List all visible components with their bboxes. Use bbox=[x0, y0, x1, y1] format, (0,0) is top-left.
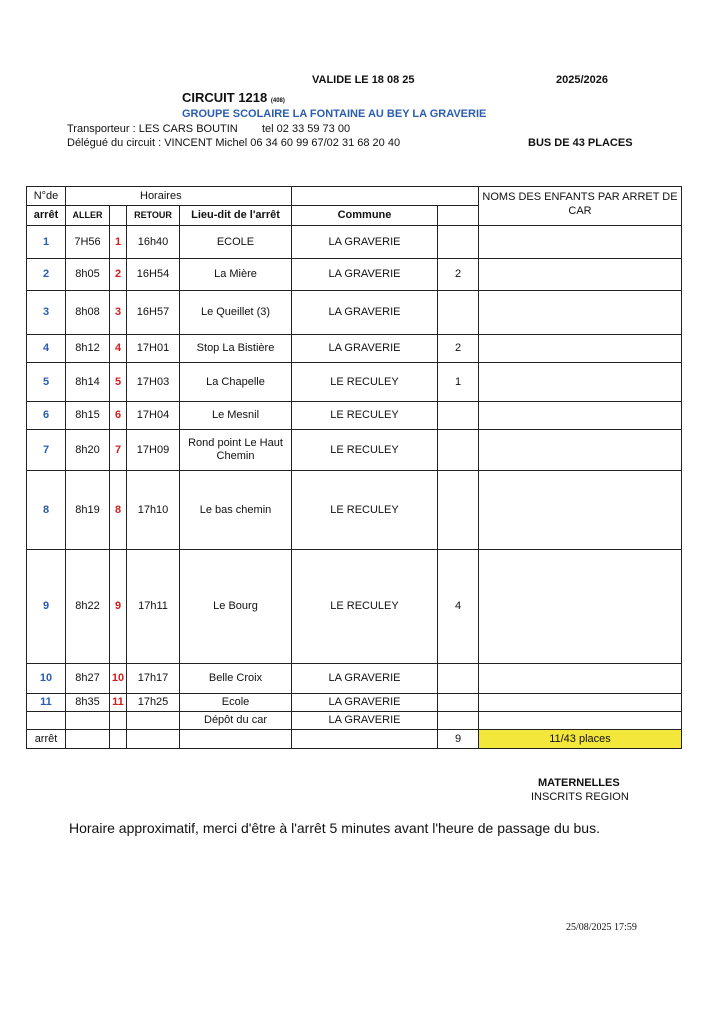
stop-place: Belle Croix bbox=[180, 664, 292, 694]
stop-number: 2 bbox=[27, 259, 66, 291]
header-arret: arrêt bbox=[27, 206, 66, 226]
time-retour: 16H57 bbox=[127, 291, 180, 335]
children-names bbox=[479, 402, 682, 430]
children-names bbox=[479, 550, 682, 664]
bus-capacity: BUS DE 43 PLACES bbox=[528, 137, 633, 149]
children-names bbox=[479, 471, 682, 550]
time-aller: 8h22 bbox=[66, 550, 110, 664]
return-number: 1 bbox=[110, 226, 127, 259]
time-retour: 17h17 bbox=[127, 664, 180, 694]
stop-commune: LE RECULEY bbox=[292, 550, 438, 664]
school-group: GROUPE SCOLAIRE LA FONTAINE AU BEY LA GRAVERIE bbox=[182, 108, 487, 120]
stop-commune: LA GRAVERIE bbox=[292, 226, 438, 259]
time-aller: 8h05 bbox=[66, 259, 110, 291]
table-row bbox=[27, 291, 682, 335]
child-count bbox=[438, 430, 479, 471]
time-retour: 17h10 bbox=[127, 471, 180, 550]
time-aller: 8h12 bbox=[66, 335, 110, 363]
stop-number: 1 bbox=[27, 226, 66, 259]
stop-commune: LE RECULEY bbox=[292, 471, 438, 550]
child-count bbox=[438, 664, 479, 694]
delegate: Délégué du circuit : VINCENT Michel 06 34 60 99 67/02 31 68 20 40 bbox=[67, 137, 401, 149]
time-retour: 16h40 bbox=[127, 226, 180, 259]
stop-commune: LA GRAVERIE bbox=[292, 335, 438, 363]
stop-place: Le Bourg bbox=[180, 550, 292, 664]
stop-commune: LA GRAVERIE bbox=[292, 291, 438, 335]
header-aller: ALLER bbox=[66, 206, 110, 226]
inscrits-label: INSCRITS REGION bbox=[531, 791, 629, 803]
school-year: 2025/2026 bbox=[556, 74, 608, 86]
return-number: 10 bbox=[110, 664, 127, 694]
validity-date: VALIDE LE 18 08 25 bbox=[312, 74, 415, 86]
child-count: 1 bbox=[438, 363, 479, 402]
children-names bbox=[479, 430, 682, 471]
stop-commune: LA GRAVERIE bbox=[292, 694, 438, 712]
time-retour: 17h25 bbox=[127, 694, 180, 712]
time-aller: 8h27 bbox=[66, 664, 110, 694]
table-row bbox=[27, 694, 682, 712]
time-aller: 7H56 bbox=[66, 226, 110, 259]
stop-commune: LA GRAVERIE bbox=[292, 259, 438, 291]
child-count: 4 bbox=[438, 550, 479, 664]
stop-number: 8 bbox=[27, 471, 66, 550]
stop-place: Ecole bbox=[180, 694, 292, 712]
return-number: 11 bbox=[110, 694, 127, 712]
table-row bbox=[27, 430, 682, 471]
children-names bbox=[479, 694, 682, 712]
circuit-title bbox=[182, 90, 285, 105]
child-count: 2 bbox=[438, 335, 479, 363]
table-row bbox=[27, 550, 682, 664]
stop-place: Le bas chemin bbox=[180, 471, 292, 550]
total-label: arrêt bbox=[27, 730, 66, 749]
return-number: 4 bbox=[110, 335, 127, 363]
children-names bbox=[479, 664, 682, 694]
return-number: 9 bbox=[110, 550, 127, 664]
circuit-number: CIRCUIT 1218 bbox=[182, 90, 268, 105]
stop-place: Le Queillet (3) bbox=[180, 291, 292, 335]
stop-number: 6 bbox=[27, 402, 66, 430]
transporter: Transporteur : LES CARS BOUTIN bbox=[67, 123, 238, 135]
child-count bbox=[438, 694, 479, 712]
children-names bbox=[479, 259, 682, 291]
header-retour: RETOUR bbox=[127, 206, 180, 226]
time-aller: 8h35 bbox=[66, 694, 110, 712]
transporter-phone: tel 02 33 59 73 00 bbox=[262, 123, 351, 135]
table-row bbox=[27, 402, 682, 430]
return-number: 7 bbox=[110, 430, 127, 471]
stop-place: ECOLE bbox=[180, 226, 292, 259]
children-names bbox=[479, 335, 682, 363]
table-row bbox=[27, 335, 682, 363]
header-horaires: Horaires bbox=[66, 187, 292, 206]
return-number: 6 bbox=[110, 402, 127, 430]
maternelles-label: MATERNELLES bbox=[538, 777, 620, 789]
time-retour: 17H09 bbox=[127, 430, 180, 471]
children-names bbox=[479, 291, 682, 335]
circuit-sub: (408) bbox=[270, 98, 285, 104]
stop-number: 10 bbox=[27, 664, 66, 694]
stop-place: Rond point Le Haut Chemin bbox=[180, 430, 292, 471]
stop-place: La Chapelle bbox=[180, 363, 292, 402]
table-row bbox=[27, 471, 682, 550]
schedule-note: Horaire approximatif, merci d'être à l'arrêt 5 minutes avant l'heure de passage du bus. bbox=[69, 820, 600, 836]
child-count bbox=[438, 471, 479, 550]
child-count bbox=[438, 226, 479, 259]
stop-commune: LA GRAVERIE bbox=[292, 664, 438, 694]
depot-commune: LA GRAVERIE bbox=[292, 712, 438, 730]
header-noms: NOMS DES ENFANTS PAR ARRET DE CAR bbox=[479, 187, 682, 226]
time-retour: 17H03 bbox=[127, 363, 180, 402]
stop-commune: LE RECULEY bbox=[292, 430, 438, 471]
table-row bbox=[27, 226, 682, 259]
time-retour: 17H01 bbox=[127, 335, 180, 363]
children-names bbox=[479, 226, 682, 259]
stop-commune: LE RECULEY bbox=[292, 363, 438, 402]
stop-place: Stop La Bistière bbox=[180, 335, 292, 363]
stop-number: 9 bbox=[27, 550, 66, 664]
stop-number: 3 bbox=[27, 291, 66, 335]
time-aller: 8h08 bbox=[66, 291, 110, 335]
stop-commune: LE RECULEY bbox=[292, 402, 438, 430]
total-count: 9 bbox=[438, 730, 479, 749]
table-row bbox=[27, 664, 682, 694]
stop-place: La Mière bbox=[180, 259, 292, 291]
child-count bbox=[438, 402, 479, 430]
stop-number: 11 bbox=[27, 694, 66, 712]
print-timestamp: 25/08/2025 17:59 bbox=[566, 922, 637, 933]
stop-place: Le Mesnil bbox=[180, 402, 292, 430]
time-retour: 16H54 bbox=[127, 259, 180, 291]
header-num: N°de bbox=[27, 187, 66, 206]
return-number: 3 bbox=[110, 291, 127, 335]
time-retour: 17h11 bbox=[127, 550, 180, 664]
header-blank bbox=[292, 187, 479, 206]
places-badge: 11/43 places bbox=[479, 730, 682, 749]
time-aller: 8h20 bbox=[66, 430, 110, 471]
table-row bbox=[27, 363, 682, 402]
child-count bbox=[438, 291, 479, 335]
header-commune: Commune bbox=[292, 206, 438, 226]
schedule-table bbox=[26, 186, 682, 749]
time-aller: 8h19 bbox=[66, 471, 110, 550]
header-lieu: Lieu-dit de l'arrêt bbox=[180, 206, 292, 226]
time-aller: 8h14 bbox=[66, 363, 110, 402]
return-number: 2 bbox=[110, 259, 127, 291]
child-count: 2 bbox=[438, 259, 479, 291]
stop-number: 4 bbox=[27, 335, 66, 363]
time-retour: 17H04 bbox=[127, 402, 180, 430]
stop-number: 7 bbox=[27, 430, 66, 471]
return-number: 8 bbox=[110, 471, 127, 550]
depot-lieu: Dépôt du car bbox=[180, 712, 292, 730]
time-aller: 8h15 bbox=[66, 402, 110, 430]
stop-number: 5 bbox=[27, 363, 66, 402]
children-names bbox=[479, 363, 682, 402]
return-number: 5 bbox=[110, 363, 127, 402]
table-row bbox=[27, 259, 682, 291]
